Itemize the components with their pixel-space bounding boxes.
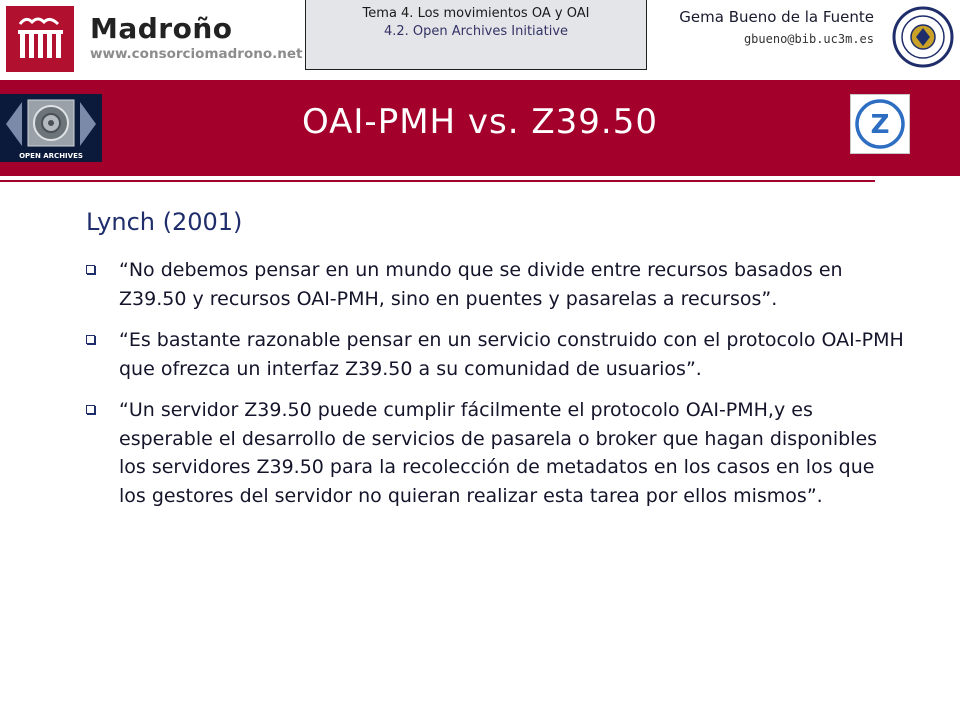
logo-url: www.consorciomadrono.net bbox=[90, 46, 303, 62]
bullet-list bbox=[86, 256, 906, 510]
university-seal-icon bbox=[892, 6, 954, 68]
madrono-logo bbox=[6, 6, 303, 72]
list-item bbox=[86, 326, 906, 383]
bullet-text: “Es bastante razonable pensar en un servicio construido con el protocolo OAI-PMH que ofrezca un interfaz Z39.50 a su comunidad de usuarios”. bbox=[119, 329, 904, 380]
author-block bbox=[679, 8, 874, 46]
divider bbox=[0, 180, 875, 182]
topic-title: Tema 4. Los movimientos OA y OAI bbox=[362, 6, 590, 21]
topic-box bbox=[305, 0, 647, 70]
list-item bbox=[86, 256, 906, 313]
logo-name: Madroño bbox=[90, 12, 233, 45]
topic-subtitle: 4.2. Open Archives Initiative bbox=[383, 24, 569, 39]
open-archives-logo-text: OPEN ARCHIVES bbox=[19, 152, 83, 160]
author-name: Gema Bueno de la Fuente bbox=[679, 8, 874, 26]
slide-header bbox=[0, 0, 960, 80]
square-bullet-icon bbox=[86, 405, 95, 414]
square-bullet-icon bbox=[86, 265, 95, 274]
square-bullet-icon bbox=[86, 335, 95, 344]
z3950-logo-letter: Z bbox=[870, 110, 890, 140]
slide-body bbox=[86, 208, 906, 523]
list-item bbox=[86, 396, 906, 510]
madrono-logo-icon bbox=[6, 6, 74, 72]
title-banner bbox=[0, 80, 960, 176]
bullet-text: “No debemos pensar en un mundo que se divide entre recursos basados en Z39.50 y recursos OAI-PMH, sino en puentes y pasarelas a recursos”. bbox=[119, 259, 843, 310]
z3950-logo-icon bbox=[850, 94, 910, 154]
slide-title: OAI-PMH vs. Z39.50 bbox=[301, 102, 658, 142]
section-heading: Lynch (2001) bbox=[86, 208, 243, 236]
author-email: gbueno@bib.uc3m.es bbox=[743, 32, 874, 46]
bullet-text: “Un servidor Z39.50 puede cumplir fácilmente el protocolo OAI-PMH,y es esperable el desarrollo de servicios de pasarela o broker que hagan disponibles los servidores Z39.50 para la recolección de metadatos en los casos en los que los gestores del servidor no quieran realizar esta tarea por ellos mismos”. bbox=[119, 399, 878, 507]
